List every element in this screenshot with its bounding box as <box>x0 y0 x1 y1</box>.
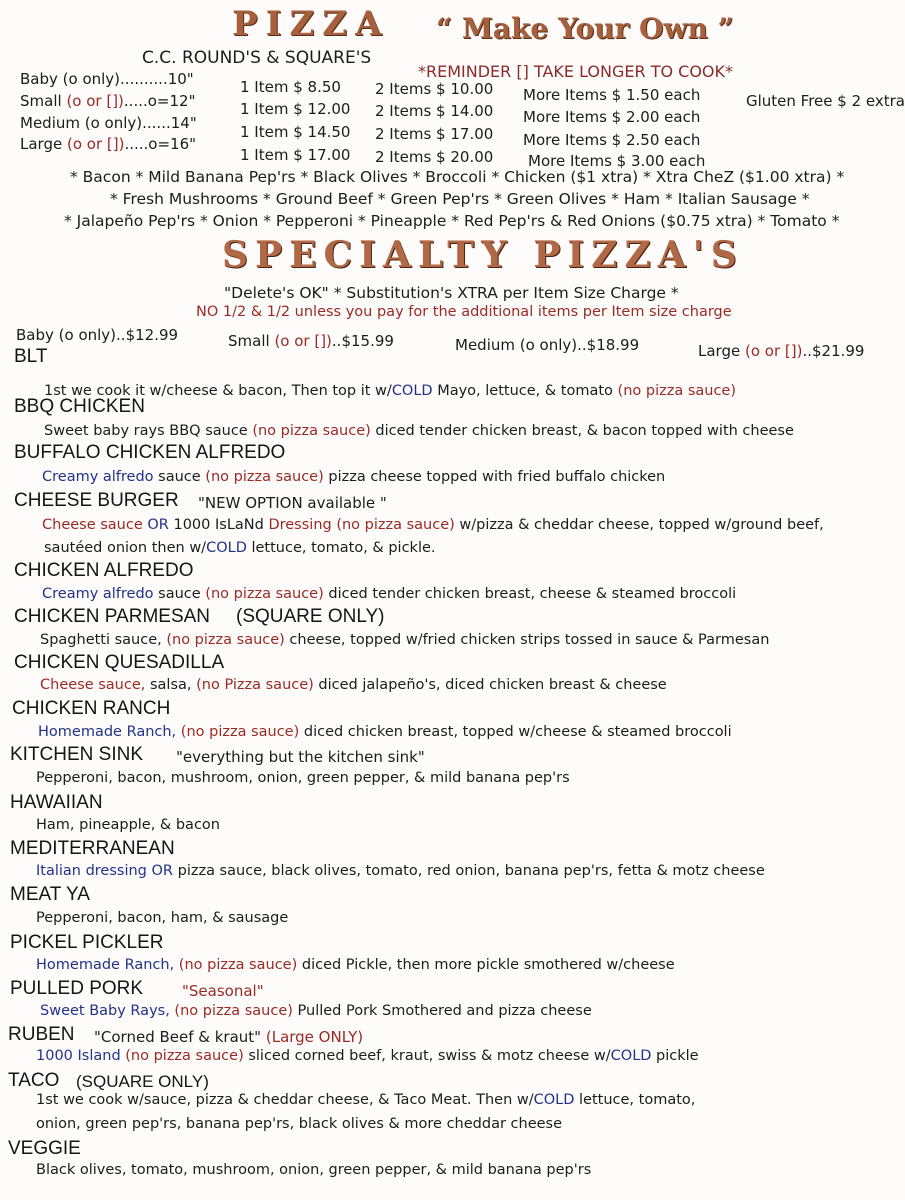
price-medium-1: 1 Item $ 14.50 <box>240 123 351 141</box>
specialty-note-2: NO 1/2 & 1/2 unless you pay for the additional items per Item size charge <box>196 304 732 320</box>
price-large-2: 2 Items $ 20.00 <box>375 148 494 166</box>
price-small-2: 2 Items $ 14.00 <box>375 102 494 120</box>
item-desc-mediterranean: Italian dressing OR pizza sauce, black olives, tomato, red onion, banana pep'rs, fetta & motz cheese <box>36 863 765 879</box>
price-large-more: More Items $ 3.00 each <box>528 152 706 170</box>
price-baby-more: More Items $ 1.50 each <box>523 86 701 104</box>
item-extra-ruben: "Corned Beef & kraut" (Large ONLY) <box>94 1028 364 1046</box>
reminder-note: *REMINDER [] TAKE LONGER TO COOK* <box>418 62 734 81</box>
specialty-price-small: Small (o or [])..$15.99 <box>228 332 394 350</box>
size-medium: Medium (o only)......14" <box>20 114 197 132</box>
item-desc-pulled-pork: Sweet Baby Rays, (no pizza sauce) Pulled Pork Smothered and pizza cheese <box>40 1003 592 1019</box>
item-name-cheese-burger: CHEESE BURGER <box>14 490 179 511</box>
item-name-hawaiian: HAWAIIAN <box>10 792 103 813</box>
specialty-price-large: Large (o or [])..$21.99 <box>698 342 865 360</box>
item-desc-cheese-burger-2: sautéed onion then w/COLD lettuce, tomato, & pickle. <box>44 540 436 556</box>
price-baby-1: 1 Item $ 8.50 <box>240 78 341 96</box>
item-desc-taco-2: onion, green pep'rs, banana pep'rs, black olives & more cheddar cheese <box>36 1116 563 1132</box>
item-desc-kitchen-sink: Pepperoni, bacon, mushroom, onion, green pepper, & mild banana pep'rs <box>36 770 570 786</box>
item-extra-kitchen-sink: "everything but the kitchen sink" <box>176 748 425 766</box>
price-large-1: 1 Item $ 17.00 <box>240 146 351 164</box>
item-name-pickel-pickler: PICKEL PICKLER <box>10 932 164 953</box>
item-desc-chicken-ranch: Homemade Ranch, (no pizza sauce) diced chicken breast, topped w/cheese & steamed broccoli <box>38 724 732 740</box>
price-baby-2: 2 Items $ 10.00 <box>375 80 494 98</box>
specialty-title: SPECIALTY PIZZA'S <box>222 234 744 276</box>
item-desc-chicken-parmesan: Spaghetti sauce, (no pizza sauce) cheese, topped w/fried chicken strips tossed in sauce & Parmesan <box>40 632 770 648</box>
item-name-pulled-pork: PULLED PORK <box>10 978 144 999</box>
size-small: Small (o or []).....o=12" <box>20 92 196 110</box>
price-medium-more: More Items $ 2.50 each <box>523 131 701 149</box>
item-name-mediterranean: MEDITERRANEAN <box>10 838 175 859</box>
item-name-buffalo-chicken-alfredo: BUFFALO CHICKEN ALFREDO <box>14 442 286 463</box>
item-name-meat-ya: MEAT YA <box>10 884 90 905</box>
menu-subtitle: “ Make Your Own ” <box>436 12 734 45</box>
item-desc-pickel-pickler: Homemade Ranch, (no pizza sauce) diced Pickle, then more pickle smothered w/cheese <box>36 957 675 973</box>
item-name-blt: BLT <box>14 346 48 367</box>
specialty-price-baby: Baby (o only)..$12.99 <box>16 326 179 344</box>
item-name-kitchen-sink: KITCHEN SINK <box>10 744 144 765</box>
item-name-chicken-quesadilla: CHICKEN QUESADILLA <box>14 652 225 673</box>
toppings-line-2: * Fresh Mushrooms * Ground Beef * Green Pep'rs * Green Olives * Ham * Italian Sausage * <box>110 190 810 208</box>
toppings-line-3: * Jalapeño Pep'rs * Onion * Pepperoni * Pineapple * Red Pep'rs & Red Onions ($0.75 xtra) * Tomato * <box>64 212 840 230</box>
item-extra-chicken-parmesan: (SQUARE ONLY) <box>236 606 385 627</box>
item-extra-taco: (SQUARE ONLY) <box>76 1072 209 1091</box>
item-name-veggie: VEGGIE <box>8 1138 81 1159</box>
specialty-note-1: "Delete's OK" * Substitution's XTRA per Item Size Charge * <box>224 284 679 302</box>
item-desc-chicken-quesadilla: Cheese sauce, salsa, (no Pizza sauce) diced jalapeño's, diced chicken breast & cheese <box>40 677 667 693</box>
item-name-bbq-chicken: BBQ CHICKEN <box>14 396 145 417</box>
size-large: Large (o or []).....o=16" <box>20 135 197 153</box>
specialty-price-medium: Medium (o only)..$18.99 <box>455 336 640 354</box>
item-desc-buffalo-chicken-alfredo: Creamy alfredo sauce (no pizza sauce) pizza cheese topped with fried buffalo chicken <box>42 469 666 485</box>
item-desc-veggie: Black olives, tomato, mushroom, onion, green pepper, & mild banana pep'rs <box>36 1162 592 1178</box>
item-desc-cheese-burger: Cheese sauce OR 1000 IsLaNd Dressing (no pizza sauce) w/pizza & cheddar cheese, topped w/ground beef, <box>42 517 824 533</box>
item-desc-meat-ya: Pepperoni, bacon, ham, & sausage <box>36 910 289 926</box>
item-name-chicken-alfredo: CHICKEN ALFREDO <box>14 560 194 581</box>
price-small-more: More Items $ 2.00 each <box>523 108 701 126</box>
item-desc-chicken-alfredo: Creamy alfredo sauce (no pizza sauce) diced tender chicken breast, cheese & steamed broccoli <box>42 586 737 602</box>
cc-line: C.C. ROUND'S & SQUARE'S <box>142 48 372 68</box>
item-name-taco: TACO <box>8 1070 60 1091</box>
item-extra-pulled-pork: "Seasonal" <box>182 982 264 1000</box>
item-desc-ruben: 1000 Island (no pizza sauce) sliced corned beef, kraut, swiss & motz cheese w/COLD pickle <box>36 1048 699 1064</box>
item-extra-cheese-burger: "NEW OPTION available " <box>198 494 387 512</box>
menu-title: PIZZA <box>232 4 390 44</box>
item-desc-hawaiian: Ham, pineapple, & bacon <box>36 817 220 833</box>
item-desc-bbq-chicken: Sweet baby rays BBQ sauce (no pizza sauce) diced tender chicken breast, & bacon topped with cheese <box>44 423 794 439</box>
size-baby: Baby (o only)..........10" <box>20 70 194 88</box>
item-name-chicken-ranch: CHICKEN RANCH <box>12 698 171 719</box>
price-medium-2: 2 Items $ 17.00 <box>375 125 494 143</box>
item-desc-taco: 1st we cook w/sauce, pizza & cheddar cheese, & Taco Meat. Then w/COLD lettuce, tomato, <box>36 1092 696 1108</box>
gluten-free-note: Gluten Free $ 2 extra <box>746 92 905 110</box>
price-small-1: 1 Item $ 12.00 <box>240 100 351 118</box>
item-name-chicken-parmesan: CHICKEN PARMESAN <box>14 606 211 627</box>
toppings-line-1: * Bacon * Mild Banana Pep'rs * Black Olives * Broccoli * Chicken ($1 xtra) * Xtra CheZ ($1.00 xtra) * <box>70 168 845 186</box>
item-name-ruben: RUBEN <box>8 1024 75 1045</box>
item-desc-blt: 1st we cook it w/cheese & bacon, Then top it w/COLD Mayo, lettuce, & tomato (no pizza sauce) <box>44 383 737 399</box>
